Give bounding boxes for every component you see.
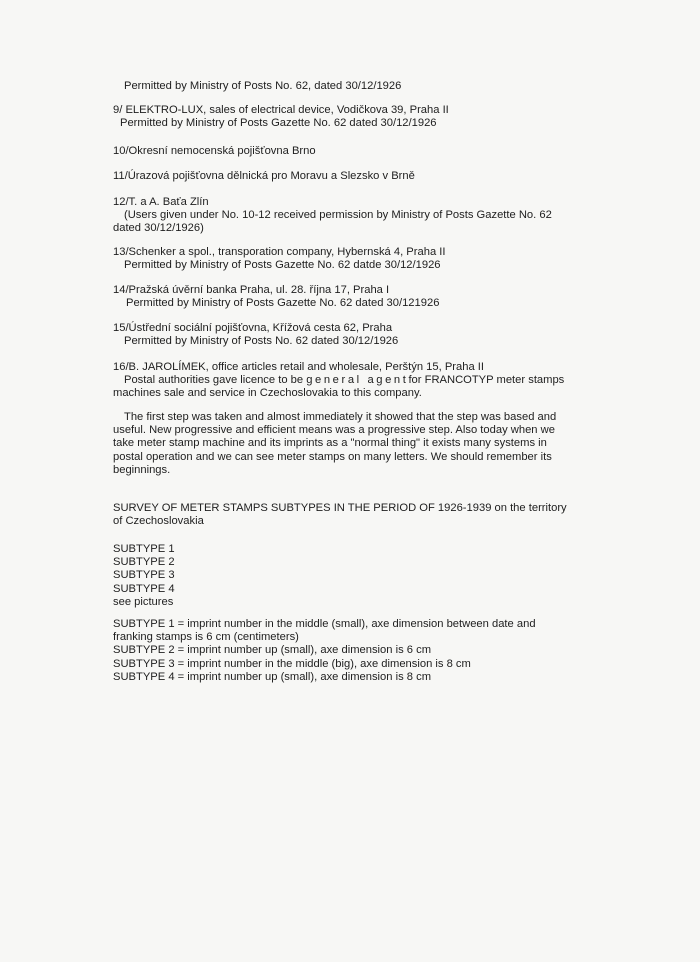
entry-13-title: 13/Schenker a spol., transporation company, Hybernská 4, Praha II	[113, 246, 446, 258]
entry-14	[113, 284, 593, 310]
paragraph-line-5: beginnings.	[113, 463, 171, 476]
entry-16-licence	[113, 374, 593, 387]
entry-14-permit: Permitted by Ministry of Posts Gazette No. 62 dated 30/121926	[126, 297, 440, 310]
entry-8	[113, 80, 593, 93]
entry-8-permit: Permitted by Ministry of Posts No. 62, dated 30/12/1926	[124, 80, 402, 92]
subtype-list-item: SUBTYPE 3	[113, 569, 175, 582]
entry-15	[113, 322, 593, 348]
subtype-1-definition: SUBTYPE 1 = imprint number in the middle (small), axe dimension between date and	[113, 618, 536, 630]
entry-16-licence-cont: machines sale and service in Czechoslovakia to this company.	[113, 387, 422, 400]
survey-heading-line-1: SURVEY OF METER STAMPS SUBTYPES IN THE PERIOD OF 1926-1939 on the territory	[113, 502, 567, 514]
subtype-definitions	[113, 618, 593, 684]
entry-10-title: 10/Okresní nemocenská pojišťovna Brno	[113, 145, 316, 157]
subtype-list-item: SUBTYPE 2	[113, 556, 175, 569]
paragraph-line-1: The first step was taken and almost immediately it showed that the step was based and	[124, 411, 557, 423]
entry-15-permit: Permitted by Ministry of Posts No. 62 dated 30/12/1926	[124, 335, 399, 348]
licence-spaced-term: general agent	[306, 374, 409, 387]
entry-9	[113, 104, 593, 130]
paragraph-line-3: take meter stamp machine and its imprints as a "normal thing" it exists many systems in	[113, 437, 547, 450]
subtype-2-definition: SUBTYPE 2 = imprint number up (small), axe dimension is 6 cm	[113, 644, 432, 657]
subtype-list-item: SUBTYPE 1	[113, 543, 175, 555]
paragraph-line-4: postal operation and we can see meter stamps on many letters. We should remember its	[113, 450, 552, 463]
paragraph-line-2: useful. New progressive and efficient means was a progressive step. Also today when we	[113, 424, 555, 437]
entry-12-note-cont: dated 30/12/1926)	[113, 222, 204, 235]
subtype-1-definition-cont: franking stamps is 6 cm (centimeters)	[113, 631, 299, 644]
entry-13-permit: Permitted by Ministry of Posts Gazette No. 62 datde 30/12/1926	[124, 259, 441, 272]
entry-12	[113, 196, 593, 236]
entry-10	[113, 145, 593, 158]
entry-15-title: 15/Ústřední sociální pojišťovna, Křížová cesta 62, Praha	[113, 322, 393, 334]
entry-9-permit: Permitted by Ministry of Posts Gazette No. 62 dated 30/12/1926	[120, 117, 437, 130]
entry-16	[113, 361, 593, 401]
entry-12-note: (Users given under No. 10-12 received permission by Ministry of Posts Gazette No. 62	[124, 209, 552, 222]
entry-16-title: 16/B. JAROLÍMEK, office articles retail and wholesale, Perštýn 15, Praha II	[113, 361, 485, 373]
body-paragraph	[113, 411, 593, 477]
licence-text-before: Postal authorities gave licence to be	[124, 374, 304, 387]
licence-text-after: for FRANCOTYP meter stamps	[408, 374, 565, 387]
see-pictures-note: see pictures	[113, 595, 174, 608]
survey-heading-line-2: of Czechoslovakia	[113, 515, 204, 528]
entry-9-title: 9/ ELEKTRO-LUX, sales of electrical device, Vodičkova 39, Praha II	[113, 104, 449, 116]
entry-12-title: 12/T. a A. Baťa Zlín	[113, 196, 209, 208]
subtype-4-definition: SUBTYPE 4 = imprint number up (small), axe dimension is 8 cm	[113, 670, 432, 683]
subtype-3-definition: SUBTYPE 3 = imprint number in the middle (big), axe dimension is 8 cm	[113, 657, 471, 670]
entry-14-title: 14/Pražská úvěrní banka Praha, ul. 28. října 17, Praha I	[113, 284, 390, 296]
subtype-list-item: SUBTYPE 4	[113, 582, 175, 595]
entry-11	[113, 170, 593, 183]
subtype-list	[113, 543, 593, 609]
survey-heading	[113, 502, 593, 528]
entry-13	[113, 246, 593, 272]
entry-11-title: 11/Úrazová pojišťovna dělnická pro Moravu a Slezsko v Brně	[113, 170, 415, 182]
